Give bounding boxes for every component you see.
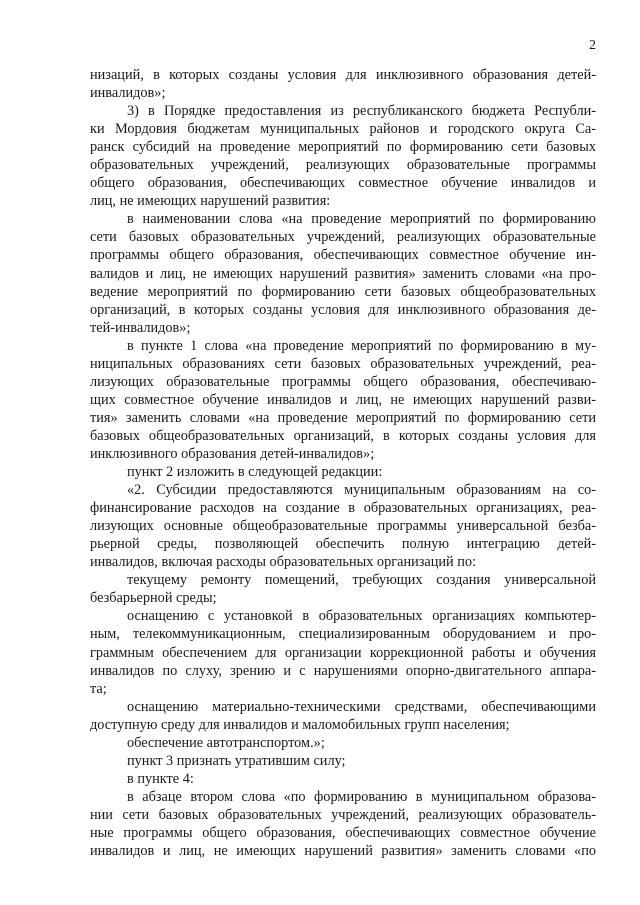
- text-line: программы общего образования, обеспечивающих совместное обучение ин-: [90, 247, 596, 264]
- text-line: нии сети базовых образовательных учреждений, реализующих образователь-: [90, 806, 596, 823]
- text-line: инвалидов»;: [90, 85, 166, 102]
- text-line: пункт 2 изложить в следующей редакции:: [127, 464, 383, 481]
- text-line: общего образования, обеспечивающих совместное обучение инвалидов и: [90, 175, 596, 192]
- text-line: в пункте 4:: [127, 770, 194, 787]
- text-line: тей-инвалидов»;: [90, 319, 191, 336]
- text-line: лиц, не имеющих нарушений развития:: [90, 193, 331, 210]
- text-line: пункт 3 признать утратившим силу;: [127, 752, 346, 769]
- text-line: ниципальных образованиях сети базовых образовательных учреждений, реа-: [90, 355, 596, 372]
- text-line: в пункте 1 слова «на проведение мероприятий по формированию в му-: [127, 337, 596, 354]
- text-line: ведение мероприятий по формированию сети базовых общеобразовательных: [90, 283, 596, 300]
- text-line: ранск субсидий на проведение мероприятий по формированию сети базовых: [90, 139, 596, 156]
- text-line: ки Мордовия бюджетам муниципальных районов и городского округа Са-: [90, 121, 596, 138]
- text-line: инвалидов по слуху, зрению и с нарушениями опорно-двигательного аппара-: [90, 662, 596, 679]
- text-line: та;: [90, 680, 107, 697]
- text-line: низаций, в которых созданы условия для инклюзивного образования детей-: [90, 67, 596, 83]
- text-line: образовательных учреждений, реализующих образовательные программы: [90, 157, 596, 174]
- page-number: 2: [589, 38, 596, 53]
- text-line: финансирование расходов на создание в образовательных организациях, реа-: [90, 500, 596, 517]
- text-line: инвалидов, включая расходы образовательных организаций по:: [90, 554, 477, 571]
- text-line: валидов и лиц, не имеющих нарушений развития» заменить словами «на про-: [90, 265, 596, 282]
- text-line: 3) в Порядке предоставления из республиканского бюджета Республи-: [127, 103, 596, 120]
- text-line: рьерной среды, позволяющей обеспечить полную интеграцию детей-: [90, 536, 596, 553]
- text-line: тия» заменить словами «на проведение мероприятий по формированию сети: [90, 409, 596, 426]
- text-line: организаций, в которых созданы условия для инклюзивного образования де-: [90, 301, 596, 318]
- text-line: «2. Субсидии предоставляются муниципальным образованиям на со-: [127, 482, 596, 499]
- text-line: базовых общеобразовательных организаций, в которых созданы условия для: [90, 427, 596, 444]
- text-line: в наименовании слова «на проведение мероприятий по формированию: [127, 211, 596, 228]
- text-line: в абзаце втором слова «по формированию в муниципальном образова-: [127, 788, 596, 805]
- text-line: оснащению материально-техническими средствами, обеспечивающими: [127, 698, 596, 715]
- text-line: ным, телекоммуникационным, специализированным оборудованием и про-: [90, 626, 596, 643]
- text-line: сети базовых образовательных учреждений, реализующих образовательные: [90, 229, 596, 246]
- document-body: [90, 66, 596, 860]
- text-line: ные программы общего образования, обеспечивающих совместное обучение: [90, 824, 596, 841]
- text-line: инвалидов и лиц, не имеющих нарушений развития» заменить словами «по: [90, 843, 596, 860]
- text-line: граммным обеспечением для организации коррекционной работы и обучения: [90, 644, 596, 661]
- text-line: доступную среду для инвалидов и маломобильных групп населения;: [90, 716, 510, 733]
- text-line: текущему ремонту помещений, требующих создания универсальной: [127, 572, 596, 589]
- text-line: обеспечение автотранспортом.»;: [127, 734, 325, 751]
- text-line: оснащению с установкой в образовательных организациях компьютер-: [127, 608, 596, 625]
- text-line: лизующих основные общеобразовательные программы универсальной безба-: [90, 518, 596, 535]
- text-line: лизующих образовательные программы общего образования, обеспечиваю-: [90, 373, 596, 390]
- text-line: щих совместное обучение инвалидов и лиц, не имеющих нарушений разви-: [90, 391, 596, 408]
- text-line: безбарьерной среды;: [90, 590, 217, 607]
- text-line: инклюзивного образования детей-инвалидов»;: [90, 445, 375, 462]
